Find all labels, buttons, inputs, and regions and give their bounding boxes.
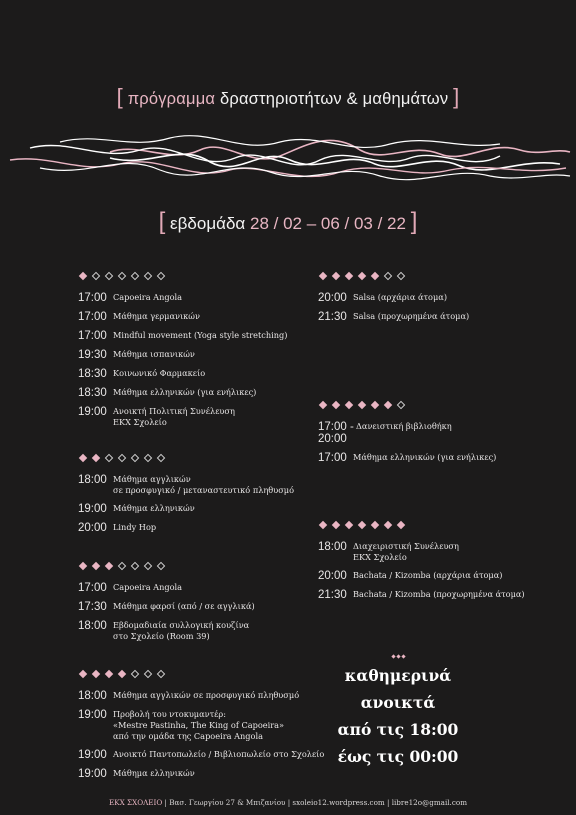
event-line: ΕΚΧ Σχολείο xyxy=(353,552,407,562)
empty-diamond-icon xyxy=(118,561,126,569)
event-line: από την ομάδα της Capoeira Angola xyxy=(113,731,263,741)
event-line: Διαχειριστική Συνέλευση xyxy=(353,541,459,551)
event-line: Μάθημα ελληνικών xyxy=(113,503,195,513)
week-heading xyxy=(0,208,576,236)
event-row xyxy=(318,311,469,323)
event-text xyxy=(353,292,447,304)
event-row xyxy=(78,474,294,496)
empty-diamond-icon xyxy=(105,271,113,279)
event-row xyxy=(78,349,287,361)
event-text xyxy=(113,709,284,742)
event-text xyxy=(353,570,502,582)
daily-dots xyxy=(316,652,480,660)
filled-diamond-icon xyxy=(332,520,340,528)
day-block-7 xyxy=(318,519,525,608)
daily-line-3: από τις 18:00 xyxy=(337,720,459,739)
week-bracket-open: [ xyxy=(158,208,166,235)
event-row xyxy=(78,601,255,613)
event-line: Προβολή του ντοκυμαντέρ: xyxy=(113,709,226,719)
event-text xyxy=(113,349,195,361)
event-row xyxy=(78,368,287,380)
event-text xyxy=(113,292,182,304)
event-row xyxy=(318,589,525,601)
event-text xyxy=(113,311,200,323)
empty-diamond-icon xyxy=(105,453,113,461)
empty-diamond-icon xyxy=(157,453,165,461)
empty-diamond-icon xyxy=(384,271,392,279)
event-text xyxy=(113,690,299,702)
event-row xyxy=(78,387,287,399)
filled-diamond-icon xyxy=(371,271,379,279)
event-time: 18:00 xyxy=(78,620,107,632)
event-text xyxy=(353,589,525,601)
empty-diamond-icon xyxy=(397,271,405,279)
day-indicator-dots xyxy=(78,560,255,571)
event-text xyxy=(113,749,324,761)
event-time: 19:00 xyxy=(78,709,107,721)
event-text xyxy=(113,330,287,342)
title-bracket-close: ] xyxy=(453,84,460,109)
event-time: 17:00 xyxy=(78,330,107,342)
day-indicator-dots xyxy=(318,270,469,281)
event-time: 19:30 xyxy=(78,349,107,361)
event-row xyxy=(78,749,324,761)
event-row xyxy=(78,522,294,534)
filled-diamond-icon xyxy=(384,520,392,528)
event-time: 17:00 xyxy=(78,582,107,594)
empty-diamond-icon xyxy=(131,669,139,677)
day-block-5 xyxy=(318,270,469,330)
event-line: Capoeira Angola xyxy=(113,582,183,592)
filled-diamond-icon xyxy=(79,561,87,569)
event-text xyxy=(113,522,156,534)
week-dates: 28 / 02 – 06 / 03 / 22 xyxy=(249,214,406,233)
day-block-6 xyxy=(318,399,496,471)
event-time: 20:00 xyxy=(78,522,107,534)
event-row xyxy=(78,406,287,428)
event-row xyxy=(78,768,324,780)
day-block-3 xyxy=(78,560,255,649)
empty-diamond-icon xyxy=(144,561,152,569)
event-line: «Mestre Pastinha, The King of Capoeira» xyxy=(113,720,285,730)
event-time: 17:00 xyxy=(78,311,107,323)
event-line: Bachata / Kizomba (αρχάρια άτομα) xyxy=(353,570,503,580)
event-line: Μάθημα φαρσί (από / σε αγγλικά) xyxy=(113,601,255,611)
event-line: Salsa (αρχάρια άτομα) xyxy=(353,292,448,302)
event-time: 18:30 xyxy=(78,368,107,380)
event-text xyxy=(113,474,294,496)
week-label: εβδομάδα xyxy=(170,214,246,233)
filled-diamond-icon xyxy=(105,669,113,677)
event-line: Bachata / Kizomba (προχωρημένα άτομα) xyxy=(353,589,525,599)
event-line: Capoeira Angola xyxy=(113,292,183,302)
event-row xyxy=(78,582,255,594)
day-indicator-dots xyxy=(78,270,287,281)
event-line: Μάθημα ελληνικών (για ενήλικες) xyxy=(353,452,497,462)
day-indicator-dots xyxy=(318,519,525,530)
event-line: Μάθημα ελληνικών (για ενήλικες) xyxy=(113,387,257,397)
daily-open-hours xyxy=(316,652,480,770)
event-row xyxy=(78,620,255,642)
filled-diamond-icon xyxy=(371,520,379,528)
event-time: 21:30 xyxy=(318,311,347,323)
filled-diamond-icon xyxy=(118,669,126,677)
event-text xyxy=(113,406,235,428)
event-line: Lindy Hop xyxy=(113,522,157,532)
event-line: Μάθημα αγγλικών σε προσφυγικό πληθυσμό xyxy=(113,690,300,700)
event-time: 18:00 xyxy=(318,541,347,553)
event-row xyxy=(78,311,287,323)
empty-diamond-icon xyxy=(157,561,165,569)
event-time: 20:00 xyxy=(318,292,347,304)
event-row xyxy=(78,690,324,702)
event-time: 19:00 xyxy=(78,503,107,515)
event-time: 19:00 xyxy=(78,406,107,418)
event-row xyxy=(318,541,525,563)
filled-diamond-icon xyxy=(105,561,113,569)
footer xyxy=(0,798,576,807)
event-line: στο Σχολείο (Room 39) xyxy=(113,631,210,641)
empty-diamond-icon xyxy=(144,271,152,279)
empty-diamond-icon xyxy=(131,561,139,569)
filled-diamond-icon xyxy=(345,271,353,279)
filled-diamond-icon xyxy=(358,271,366,279)
empty-diamond-icon xyxy=(131,271,139,279)
event-row xyxy=(78,330,287,342)
event-line: Mindful movement (Yoga style stretching) xyxy=(113,330,288,340)
daily-line-4: έως τις 00:00 xyxy=(337,747,459,766)
event-text xyxy=(113,582,182,594)
filled-diamond-icon xyxy=(358,400,366,408)
event-time: 18:30 xyxy=(78,387,107,399)
event-row xyxy=(78,292,287,304)
title-bracket-open: [ xyxy=(116,84,123,109)
filled-diamond-icon xyxy=(332,271,340,279)
event-text xyxy=(353,541,459,563)
footer-org: ΕΚΧ ΣΧΟΛΕΙΟ xyxy=(108,798,163,807)
day-block-2 xyxy=(78,452,294,541)
filled-diamond-icon xyxy=(384,400,392,408)
event-text xyxy=(356,421,452,445)
event-line: Ανοικτή Πολιτική Συνέλευση xyxy=(113,406,235,416)
event-line: Μάθημα αγγλικών xyxy=(113,474,191,484)
empty-diamond-icon xyxy=(157,669,165,677)
filled-diamond-icon xyxy=(319,271,327,279)
event-line: Μάθημα γερμανικών xyxy=(113,311,200,321)
event-row xyxy=(318,452,496,464)
event-row xyxy=(318,292,469,304)
filled-diamond-icon xyxy=(397,520,405,528)
filled-diamond-icon xyxy=(358,520,366,528)
event-line: ΕΚΧ Σχολείο xyxy=(113,417,167,427)
decorative-waves xyxy=(0,120,576,200)
empty-diamond-icon xyxy=(131,453,139,461)
event-time: 19:00 xyxy=(78,768,107,780)
daily-line-1: καθημερινά xyxy=(344,666,452,685)
filled-diamond-icon xyxy=(79,271,87,279)
event-line: Εβδομαδιαία συλλογική κουζίνα xyxy=(113,620,250,630)
event-line: Ανοικτό Παντοπωλείο / Βιβλιοπωλείο στο Σχολείο xyxy=(113,749,325,759)
event-text xyxy=(113,368,205,380)
event-row xyxy=(318,421,496,445)
event-time: 18:00 xyxy=(78,474,107,486)
event-row xyxy=(318,570,525,582)
day-indicator-dots xyxy=(78,452,294,463)
day-indicator-dots xyxy=(318,399,496,410)
filled-diamond-icon xyxy=(92,453,100,461)
filled-diamond-icon xyxy=(345,520,353,528)
event-text xyxy=(113,768,195,780)
event-time: 18:00 xyxy=(78,690,107,702)
event-time: 17:00 - 20:00 xyxy=(318,421,354,445)
day-block-1 xyxy=(78,270,287,435)
event-time: 17:00 xyxy=(78,292,107,304)
filled-diamond-icon xyxy=(79,669,87,677)
empty-diamond-icon xyxy=(118,453,126,461)
event-text xyxy=(113,620,249,642)
event-time: 20:00 xyxy=(318,570,347,582)
event-time: 17:00 xyxy=(318,452,347,464)
event-text xyxy=(353,311,469,323)
empty-diamond-icon xyxy=(144,669,152,677)
page-title xyxy=(0,84,576,110)
filled-diamond-icon xyxy=(371,400,379,408)
event-time: 21:30 xyxy=(318,589,347,601)
empty-diamond-icon xyxy=(397,400,405,408)
day-indicator-dots xyxy=(78,668,324,679)
event-text xyxy=(113,387,256,399)
event-line: Κοινωνικό Φαρμακείο xyxy=(113,368,206,378)
footer-details: | Βασ. Γεωργίου 27 & Μπιζανίου | sxoleio12.wordpress.com | libre12o@gmail.com xyxy=(162,798,468,807)
event-line: Salsa (προχωρημένα άτομα) xyxy=(353,311,470,321)
filled-diamond-icon xyxy=(332,400,340,408)
title-part-1: πρόγραμμα xyxy=(127,90,216,108)
day-block-4 xyxy=(78,668,324,787)
event-row xyxy=(78,709,324,742)
empty-diamond-icon xyxy=(118,271,126,279)
event-row xyxy=(78,503,294,515)
filled-diamond-icon xyxy=(319,400,327,408)
empty-diamond-icon xyxy=(92,271,100,279)
filled-diamond-icon xyxy=(92,561,100,569)
event-text xyxy=(353,452,496,464)
daily-line-2: ανοικτά xyxy=(360,693,436,712)
event-text xyxy=(113,601,255,613)
event-text xyxy=(113,503,195,515)
filled-diamond-icon xyxy=(79,453,87,461)
event-time: 17:30 xyxy=(78,601,107,613)
filled-diamond-icon xyxy=(92,669,100,677)
empty-diamond-icon xyxy=(157,271,165,279)
event-line: Μάθημα ισπανικών xyxy=(113,349,195,359)
event-time: 19:00 xyxy=(78,749,107,761)
week-bracket-close: ] xyxy=(410,208,418,235)
filled-diamond-icon xyxy=(345,400,353,408)
event-line: σε προσφυγικό / μεταναστευτικό πληθυσμό xyxy=(113,485,295,495)
empty-diamond-icon xyxy=(144,453,152,461)
filled-diamond-icon xyxy=(319,520,327,528)
event-line: Δανειστική βιβλιοθήκη xyxy=(356,421,452,431)
event-line: Μάθημα ελληνικών xyxy=(113,768,195,778)
title-part-2: δραστηριοτήτων & μαθημάτων xyxy=(219,90,449,108)
